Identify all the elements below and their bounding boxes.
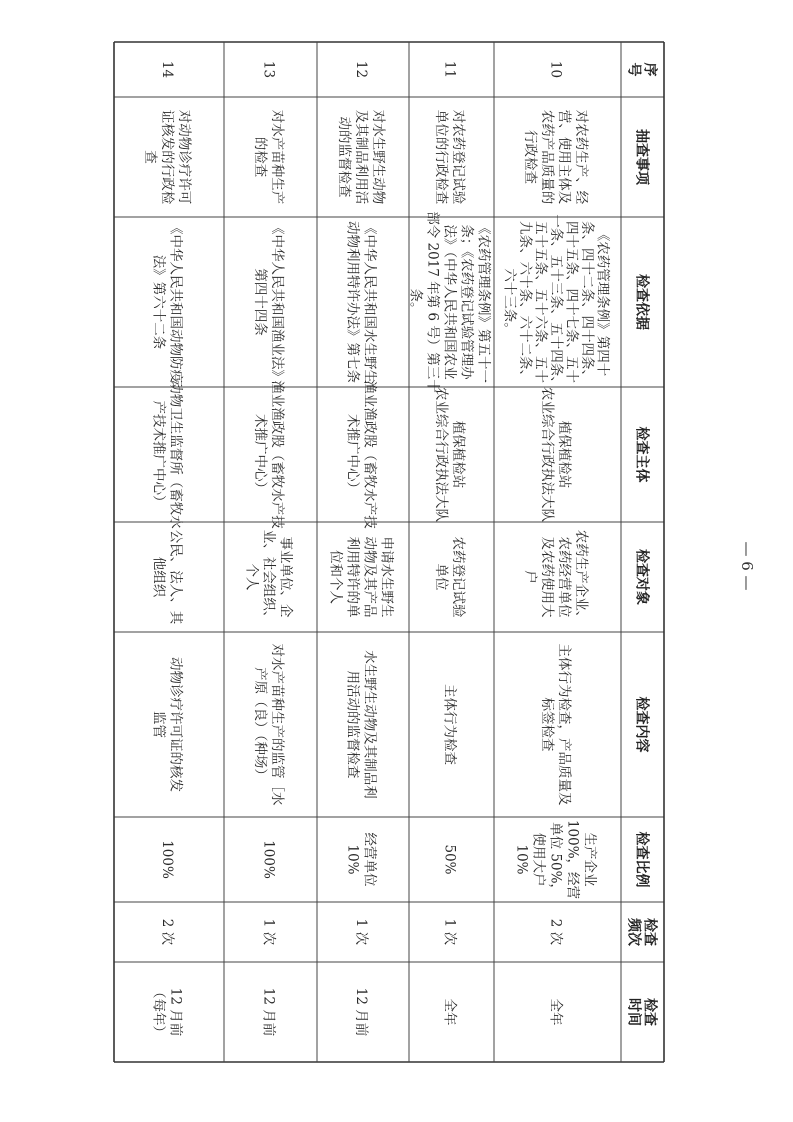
row-3-check-time (353, 988, 369, 1036)
row-4-check-item-line: 的检查 (252, 136, 269, 178)
row-1-check-subject-line: 农业综合行政执法大队 (539, 387, 556, 522)
row-3-check-content-line: 用活动的监督检查 (344, 670, 361, 779)
row-2-check-object-line: 农药登记试验 (450, 536, 467, 618)
row-5-check-ratio (159, 840, 175, 879)
row-3-check-item-line: 对水生野生动物 (370, 109, 387, 205)
row-5-check-basis-line: 《中华人民共和国动物防疫 (167, 221, 184, 383)
row-1-check-basis-line: 《农药管理条例》第四十 (594, 227, 611, 377)
row-1-check-ratio-line: 使用大户 (530, 832, 547, 887)
row-2-check-basis (408, 211, 492, 393)
row-5-check-item (142, 110, 193, 205)
row-1-check-frequency (548, 919, 564, 946)
row-2-check-frequency-line: 1 次 (441, 918, 458, 946)
row-5-check-ratio-line: 100% (159, 840, 176, 879)
header-check-object: 检查对象 (633, 549, 650, 605)
row-1-check-basis-line: 五十五条、五十六条、五十 (532, 221, 549, 383)
row-4-check-basis-line: 第四十四条 (252, 268, 269, 336)
row-3-check-ratio (345, 833, 378, 887)
row-5-check-frequency (159, 919, 175, 946)
row-1-check-basis-line: 六十三条。 (501, 268, 518, 336)
row-1-check-object-line: 农药生产企业、 (573, 529, 590, 625)
header-seq: 序号 (625, 62, 658, 77)
row-1-check-object (522, 530, 590, 625)
row-3-check-content (345, 650, 379, 799)
row-1-check-subject (539, 387, 573, 522)
row-5-check-item-line: 查 (142, 150, 159, 164)
row-1-check-object-line: 农药经营单位 (556, 536, 573, 618)
row-2-check-basis-line: 《农药管理条例》第五十一 (475, 221, 492, 383)
row-3-check-content-line: 水生野生动物及其制品利 (361, 650, 378, 799)
row-1-check-basis-line: 九条、六十条、六十二条、 (517, 221, 534, 383)
row-5-check-time-line: 12 月前 (167, 987, 184, 1037)
row-5-check-frequency-line: 2 次 (159, 918, 176, 946)
header-check-item: 抽查事项 (633, 129, 650, 185)
row-1-check-ratio-line: 100%，经营 (564, 819, 581, 900)
row-4-check-basis-line: 《中华人民共和国渔业法》 (269, 221, 286, 383)
row-2-check-content (442, 684, 459, 765)
row-1-check-basis (502, 214, 611, 390)
row-1-check-content (539, 644, 573, 806)
row-5-check-time-line: （每年） (150, 985, 167, 1039)
row-2-check-basis-line: 法》（中华人民共和国农业 (441, 224, 458, 380)
row-5-check-item-line: 对动物诊疗许可 (176, 109, 193, 205)
row-4-check-frequency-line: 1 次 (260, 918, 277, 946)
row-3-check-time-line: 12 月前 (353, 987, 370, 1037)
row-3-check-basis-line: 《中华人民共和国水生野生 (361, 221, 378, 383)
row-5-seq (159, 61, 175, 78)
row-3-seq-line: 12 (353, 60, 370, 79)
row-3-check-object-line: 利用特许的单 (344, 536, 361, 618)
row-2-check-item (433, 110, 466, 205)
row-1-check-time-line: 全年 (547, 998, 564, 1026)
row-2-seq (442, 61, 458, 78)
row-4-check-subject-line: 术推广中心） (252, 414, 269, 495)
header-check-subject: 检查主体 (633, 426, 650, 483)
row-5-seq-line: 14 (159, 60, 176, 79)
row-4-check-content-line: 对水产苗种生产的监管［水 (269, 643, 286, 806)
row-1-check-basis-line: 四十五条、四十七条、五十 (563, 221, 580, 383)
row-3-check-frequency-line: 1 次 (353, 918, 370, 946)
row-3-check-item (336, 110, 387, 205)
header-check-time: 检查时间 (625, 998, 658, 1026)
row-2-check-basis-line: 条。 (407, 288, 424, 316)
row-1-check-item-line: 对农药生产、经 (573, 109, 590, 205)
row-1-check-content-line: 标签检查 (539, 697, 556, 752)
row-2-check-basis-line: 条；《农药登记试验管理办 (458, 224, 475, 380)
row-1-check-ratio-line: 10% (513, 844, 530, 875)
row-3-check-object-line: 位和个人 (327, 550, 344, 604)
row-1-check-time (548, 999, 565, 1026)
row-5-check-basis-line: 法》第六十二条 (150, 254, 167, 350)
row-4-check-frequency (261, 919, 277, 946)
row-3-check-object-line: 申请水生野生 (378, 536, 395, 618)
row-3-check-subject (345, 380, 379, 529)
row-5-check-item-line: 证核发的行政检 (159, 109, 176, 205)
row-2-check-time-line: 全年 (441, 998, 458, 1026)
row-5-check-content-line: 监管 (150, 711, 167, 738)
rotated-table (114, 42, 664, 1062)
row-2-check-subject (433, 387, 467, 522)
row-4-seq-line: 13 (260, 60, 277, 79)
row-1-check-object-line: 及农药使用大 (539, 536, 556, 618)
row-5-check-object (151, 530, 185, 626)
row-1-check-item-line: 营、使用主体及 (556, 109, 573, 205)
row-5-check-object-line: 他组织 (150, 556, 167, 598)
row-5-check-object-line: 公民、法人、其 (167, 529, 184, 625)
row-4-check-subject (252, 380, 286, 529)
row-3-check-object (328, 537, 396, 618)
row-1-check-object-line: 户 (522, 570, 539, 584)
row-4-check-ratio (261, 840, 277, 879)
row-2-check-object-line: 单位 (433, 563, 450, 591)
row-1-seq-line: 10 (547, 60, 564, 79)
row-4-check-basis (252, 221, 286, 383)
row-3-check-basis-line: 动物利用特许办法》第七条 (344, 221, 361, 383)
row-3-check-subject-line: 术推广中心） (344, 414, 361, 495)
row-4-check-ratio-line: 100% (260, 840, 277, 879)
row-3-check-item-line: 动的监督检查 (336, 116, 353, 198)
row-1-check-basis-line: 条、四十二条、四十四条、 (579, 221, 596, 383)
row-4-check-subject-line: 渔业渔政股（畜牧水产技 (269, 380, 286, 529)
row-1-check-ratio-line: 生产企业 (581, 832, 598, 887)
row-3-check-basis (345, 221, 379, 383)
row-2-check-basis-line: 部令 2017 年第 6 号）第三十 (424, 211, 441, 393)
row-3-seq (353, 61, 369, 78)
row-3-check-ratio-line: 10% (344, 844, 361, 875)
row-1-check-ratio (514, 820, 599, 899)
row-5-check-basis (151, 221, 185, 383)
row-2-seq-line: 11 (441, 60, 458, 79)
row-5-check-subject-line: 动物卫生监督所（畜牧水 (167, 380, 184, 529)
row-5-check-content (151, 657, 185, 792)
row-4-check-time (261, 988, 277, 1036)
row-1-check-item-line: 行政检查 (522, 130, 539, 184)
row-3-check-item-line: 及其制品利用活 (353, 109, 370, 205)
row-1-check-item (522, 110, 590, 205)
row-1-check-basis-line: 一条、五十三条、五十四条、 (548, 214, 565, 390)
row-2-check-content-line: 主体行为检查 (441, 684, 458, 765)
row-4-check-object-line: 业、社会组织、 (260, 529, 277, 625)
row-5-check-content-line: 动物诊疗许可证的核发 (167, 657, 184, 792)
row-3-check-object-line: 动物及其产品 (361, 536, 378, 618)
row-1-check-subject-line: 植保植检站 (556, 420, 573, 489)
row-2-check-frequency (442, 919, 458, 946)
row-2-check-time (442, 999, 459, 1026)
header-check-frequency: 检查频次 (625, 918, 658, 946)
row-2-check-subject-line: 农业综合行政执法大队 (433, 387, 450, 522)
header-check-ratio: 检查比例 (633, 831, 650, 888)
row-2-check-ratio-line: 50% (441, 844, 458, 875)
row-4-check-content-line: 产原（良）（种场） (252, 667, 269, 782)
row-2-check-subject-line: 植保植检站 (450, 420, 467, 489)
row-3-check-frequency (353, 919, 369, 946)
row-2-check-item-line: 对农药登记试验 (450, 109, 467, 205)
row-5-check-time (151, 985, 184, 1039)
page-number: — 6 — (738, 541, 756, 591)
row-4-check-time-line: 12 月前 (260, 987, 277, 1037)
row-4-check-object (244, 530, 295, 625)
row-1-seq (548, 61, 564, 78)
row-4-seq (261, 61, 277, 78)
row-2-check-ratio (442, 844, 458, 874)
row-4-check-object-line: 个人 (243, 563, 260, 591)
row-4-check-item (252, 110, 286, 205)
row-2-check-item-line: 单位的行政检查 (433, 109, 450, 205)
row-1-check-ratio-line: 单位 50%， (547, 822, 564, 897)
row-3-check-ratio-line: 经营单位 (361, 832, 378, 887)
row-3-check-subject-line: 渔业渔政股（畜牧水产技 (361, 380, 378, 529)
row-5-check-subject-line: 产技术推广中心） (150, 400, 167, 509)
header-check-basis: 检查依据 (633, 274, 650, 330)
row-1-check-item-line: 农药产品质量的 (539, 109, 556, 205)
row-1-check-frequency-line: 2 次 (547, 918, 564, 946)
row-4-check-object-line: 事业单位、企 (277, 536, 294, 618)
header-check-content: 检查内容 (633, 696, 650, 753)
row-2-check-object (433, 537, 466, 618)
row-1-check-content-line: 主体行为检查，产品质量及 (556, 643, 573, 806)
row-4-check-item-line: 对水产苗种生产 (269, 109, 286, 205)
row-4-check-content (252, 644, 286, 806)
row-5-check-subject (151, 380, 185, 529)
